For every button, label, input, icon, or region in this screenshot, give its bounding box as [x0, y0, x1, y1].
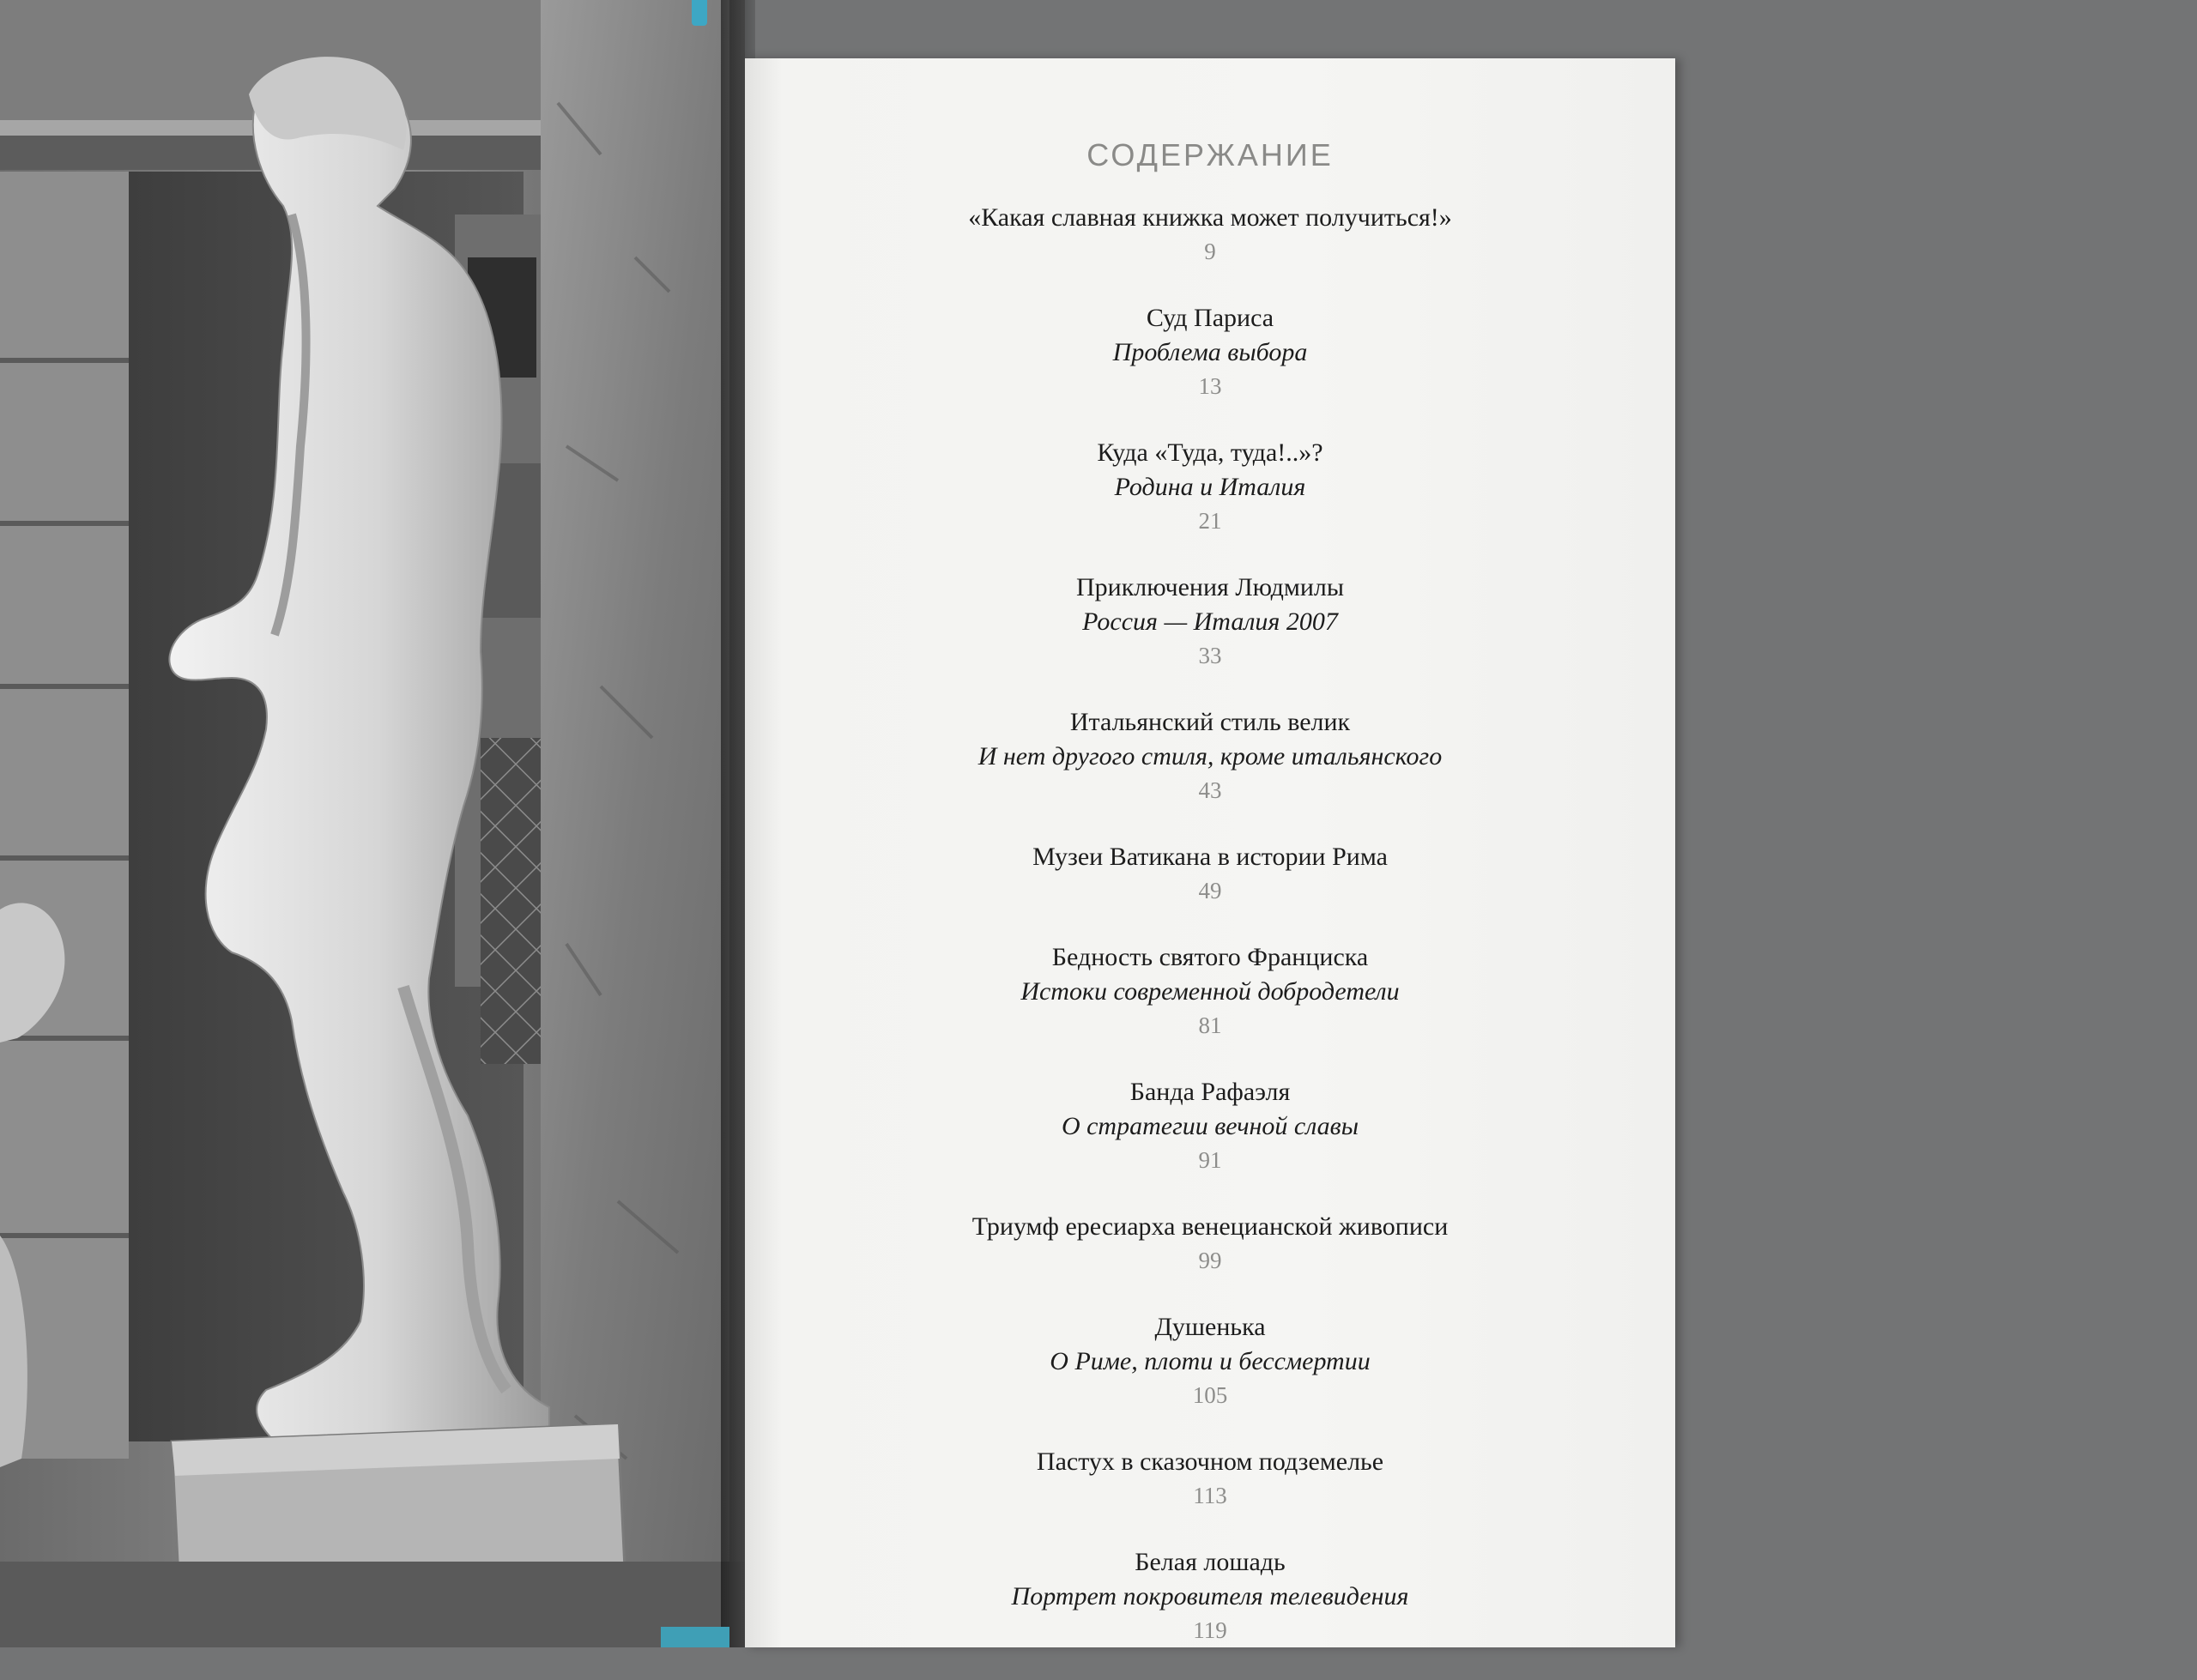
- entry-page-number: 43: [1198, 777, 1222, 803]
- contents-entry: [745, 1075, 1675, 1176]
- entry-title: Белая лошадь: [1135, 1548, 1286, 1576]
- entry-subtitle: О Риме, плоти и бессмертии: [1050, 1347, 1371, 1375]
- contents-entry: [745, 201, 1675, 268]
- entry-title: Суд Париса: [1146, 304, 1274, 332]
- contents-list: [745, 201, 1675, 1680]
- entry-title: Триумф ересиарха венецианской живописи: [971, 1212, 1449, 1241]
- entry-subtitle: Проблема выбора: [1112, 338, 1308, 366]
- entry-title: Приключения Людмилы: [1075, 573, 1344, 601]
- entry-subtitle: Истоки современной добродетели: [1020, 977, 1400, 1006]
- contents-entry: [745, 571, 1675, 672]
- entry-page-number: 113: [1193, 1483, 1227, 1508]
- entry-page-number: 119: [1193, 1617, 1227, 1643]
- entry-title: Итальянский стиль велик: [1069, 708, 1351, 736]
- contents-heading: СОДЕРЖАНИЕ: [1086, 137, 1334, 172]
- statue-photograph: [0, 0, 745, 1647]
- contents-entry: [745, 705, 1675, 807]
- bookmark-ribbon: [692, 0, 707, 26]
- entry-page-number: 13: [1198, 373, 1222, 399]
- statue-photo-illustration: [0, 0, 745, 1647]
- contents-entry: [745, 940, 1675, 1042]
- entry-page-number: 33: [1198, 643, 1222, 668]
- contents-entry: [745, 1545, 1675, 1647]
- entry-title: Душенька: [1154, 1313, 1266, 1341]
- entry-subtitle: Портрет покровителя телевидения: [1011, 1582, 1409, 1611]
- entry-title: Банда Рафаэля: [1129, 1078, 1291, 1106]
- entry-title: Куда «Туда, туда!..»?: [1097, 438, 1323, 467]
- contents-entry: [745, 301, 1675, 402]
- entry-page-number: 91: [1198, 1147, 1222, 1173]
- entry-title: Музеи Ватикана в истории Рима: [1032, 843, 1388, 871]
- entry-subtitle: О стратегии вечной славы: [1061, 1112, 1359, 1140]
- entry-title: Пастух в сказочном подземелье: [1036, 1447, 1384, 1476]
- entry-page-number: 9: [1204, 239, 1216, 264]
- entry-page-number: 105: [1192, 1382, 1228, 1408]
- entry-page-number: 81: [1198, 1012, 1222, 1038]
- contents-entry: [745, 840, 1675, 907]
- entry-subtitle: Родина и Италия: [1114, 473, 1306, 501]
- contents-entry: [745, 1210, 1675, 1277]
- contents-entry: [745, 1310, 1675, 1411]
- entry-subtitle: И нет другого стиля, кроме итальянского: [977, 742, 1443, 771]
- contents-entry: [745, 1445, 1675, 1512]
- book-cover-edge: [661, 1627, 729, 1647]
- entry-title: «Какая славная книжка может получиться!»: [968, 203, 1452, 232]
- entry-page-number: 49: [1198, 878, 1222, 903]
- entry-title: Бедность святого Франциска: [1051, 943, 1369, 971]
- contents-entry: [745, 436, 1675, 537]
- contents-page: [745, 58, 1675, 1647]
- entry-subtitle: Россия — Италия 2007: [1082, 607, 1338, 636]
- entry-page-number: 99: [1198, 1248, 1222, 1273]
- entry-page-number: 21: [1198, 508, 1222, 534]
